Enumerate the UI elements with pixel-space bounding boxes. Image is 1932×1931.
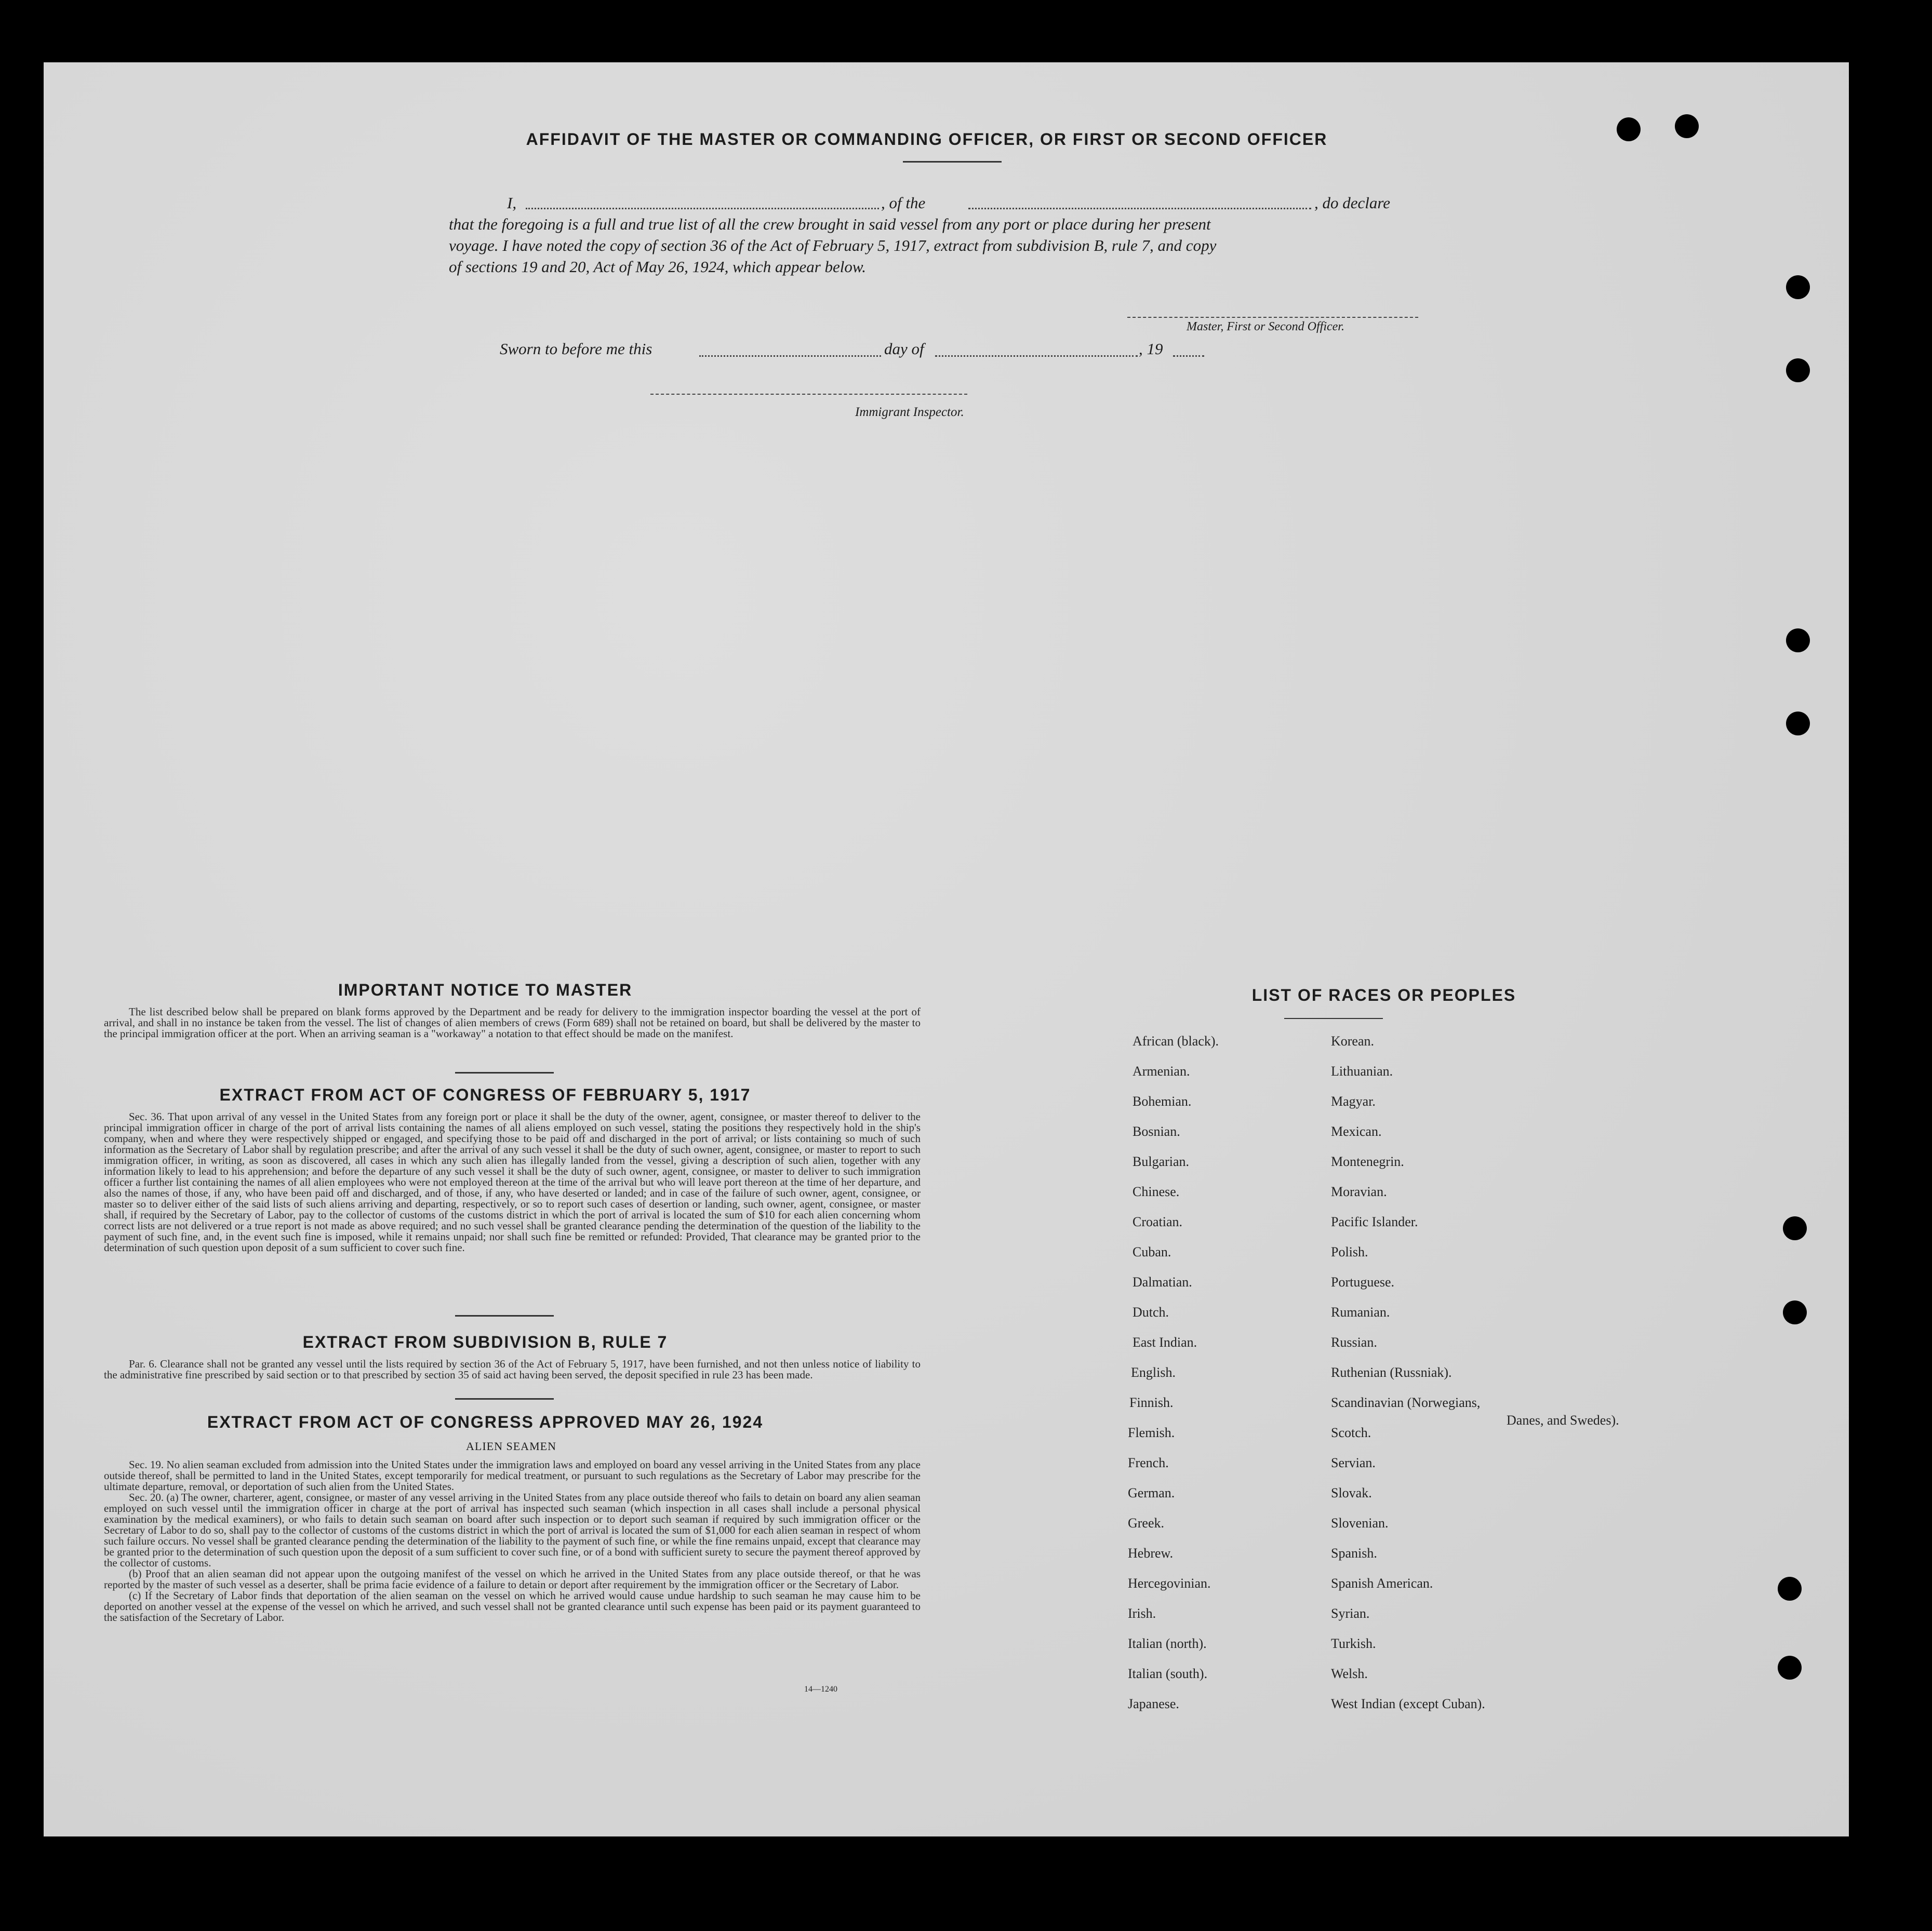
extract-1924-title: EXTRACT FROM ACT OF CONGRESS APPROVED MAY 26, 1924 (207, 1413, 764, 1431)
punch-hole (1783, 1300, 1807, 1324)
paragraph-6: Par. 6. Clearance shall not be granted any vessel until the lists required by section 36 of the Act of February 5, 1917, have been furnished, and not then unless notice of liability to the administrative fine prescribed by said section or to that prescribed by section 35 of said act having been served, the deposit specified in rule 23 has been made. (104, 1358, 921, 1381)
race-item: Turkish. (1331, 1636, 1376, 1651)
affidavit-text (449, 192, 1446, 277)
year-prefix-label: , 19 (1139, 340, 1163, 358)
race-item: Ruthenian (Russniak). (1331, 1365, 1452, 1380)
race-item: Moravian. (1331, 1184, 1387, 1199)
punch-hole (1675, 114, 1699, 138)
race-item: Spanish. (1331, 1546, 1377, 1561)
affidavit-of-the-label: , of the (881, 194, 926, 212)
race-item: Slovenian. (1331, 1516, 1389, 1531)
punch-hole (1617, 117, 1641, 141)
race-item: Polish. (1331, 1244, 1368, 1259)
race-item: German. (1128, 1485, 1175, 1500)
race-item: Bulgarian. (1132, 1154, 1190, 1169)
sworn-label: Sworn to before me this (500, 340, 652, 358)
race-item: Lithuanian. (1331, 1064, 1393, 1079)
punch-hole (1786, 628, 1810, 652)
sworn-line (500, 340, 1279, 360)
notice-paragraph: The list described below shall be prepared on blank forms approved by the Department and be ready for delivery to the immigration inspector boarding the vessel at the port of arrival, and shall in no instance be taken from the vessel. The list of changes of alien members of crews (Form 689) shall not be retained on board, but shall be delivered by the master to the principal immigration officer at the port. When an arriving seaman is a "workaway" a notation to that effect should be made on the manifest. (104, 1005, 921, 1040)
alien-seamen-subtitle: ALIEN SEAMEN (466, 1440, 556, 1453)
master-signature-label: Master, First or Second Officer. (1187, 320, 1344, 333)
race-item: West Indian (except Cuban). (1331, 1696, 1485, 1711)
affidavit-line-2: that the foregoing is a full and true list of all the crew brought in said vessel from any port or place during her present (449, 215, 1211, 233)
section-19-paragraph: Sec. 19. No alien seaman excluded from admission into the United States under the immigration laws and employed on board any vessel arriving in the United States from any place outside thereof, shall be permitted to land in the United States, except temporarily for medical treatment, or pursuant to such regulations as the Secretary of Labor may prescribe for the ultimate departure, removal, or deportation of such alien from the United States. (104, 1458, 921, 1493)
section-36-paragraph: Sec. 36. That upon arrival of any vessel in the United States from any foreign port or place it shall be the duty of the owner, agent, consignee, or master thereof to deliver to the principal immigration officer in charge of the port of arrival lists containing the names of all aliens employed on such vessel, stating the positions they respectively hold in the ship's company, when and where they were respectively shipped or engaged, and specifying those to be paid off and discharged in the port of arrival; or lists containing so much of such information as the Secretary of Labor shall by regulation prescribe; and after the arrival of any such vessel it shall be the duty of such owner, agent, consignee, or master to report to such immigration officer, in writing, as soon as discovered, all cases in which any such alien has illegally landed from the vessel, giving a description of such alien, together with any information likely to lead to his apprehension; and before the departure of any such vessel it shall be the duty of such owner, agent, consignee, or master to deliver to such immigration officer a further list containing the names of all alien employees who were not employed thereon at the time of the arrival but who will leave port thereon at the time of her departure, and also the names of those, if any, who have been paid off and discharged, and of those, if any, who have deserted or landed; and in case of the failure of such owner, agent, consignee, or master so to deliver either of the said lists of such aliens arriving and departing, respectively, or so to report such cases of desertion or landing, such owner, agent, consignee, or master shall, if required by the Secretary of Labor, pay to the collector of customs of the customs district in which the port of arrival is located the sum of $10 for each alien concerning whom correct lists are not delivered or a true report is not made as above required; and no such vessel shall be granted clearance pending the determination of the question of the liability to the payment of such fine, and, in the event such fine is imposed, while it remains unpaid; nor shall such fine be remitted or refunded: Provided, That clearance may be granted prior to the determination of such question upon deposit of a sum sufficient to cover such fine. (104, 1110, 921, 1254)
race-item: Servian. (1331, 1455, 1376, 1470)
subdivision-b-body (104, 1359, 921, 1380)
notice-title: IMPORTANT NOTICE TO MASTER (338, 981, 633, 999)
section-20a-paragraph: Sec. 20. (a) The owner, charterer, agent, consignee, or master of any vessel arriving in the United States from any place outside thereof who fails to detain on board any alien seaman employed on such vessel until the immigration officer in charge at the port of arrival has inspected such seaman (which inspection in all cases shall include a personal physical examination by the medical examiners), or who fails to detain such seaman on board after such inspection or to deport such seaman if required by such immigration officer or the Secretary of Labor to do so, shall pay to the collector of customs of the customs district in which the port of arrival is located the sum of $1,000 for each alien seaman in respect of whom such failure occurs. No vessel shall be granted clearance pending the determination of the liability to the payment of such fine, or while the fine remains unpaid, except that clearance may be granted prior to the determination of such question upon the deposit of a sum sufficient to cover such fine, or of a bond with sufficient surety to secure the payment thereof approved by the collector of customs. (104, 1491, 921, 1569)
race-item: Dalmatian. (1132, 1275, 1192, 1290)
race-item: Portuguese. (1331, 1275, 1395, 1290)
affidavit-title: AFFIDAVIT OF THE MASTER OR COMMANDING OFFICER, OR FIRST OR SECOND OFFICER (526, 130, 1328, 149)
punch-hole (1778, 1577, 1802, 1601)
inspector-signature-line[interactable] (650, 394, 967, 395)
name-blank[interactable] (526, 208, 879, 209)
title-rule (903, 161, 1002, 163)
section-20b-paragraph: (b) Proof that an alien seaman did not appear upon the outgoing manifest of the vessel on which he arrived in the United States from any place outside thereof, or that he was reported by the master of such vessel as a deserter, shall be prima facie evidence of a failure to detain or deport after requirement by the immigration officer or the Secretary of Labor. (104, 1567, 921, 1591)
punch-hole (1786, 712, 1810, 735)
extract-1924-body (104, 1459, 921, 1623)
notice-body (104, 1007, 921, 1039)
race-item: Syrian. (1331, 1606, 1370, 1621)
race-item: Mexican. (1331, 1124, 1382, 1139)
race-item: Magyar. (1331, 1094, 1376, 1109)
race-item: Finnish. (1129, 1395, 1174, 1410)
race-item: Greek. (1128, 1516, 1165, 1531)
vessel-blank[interactable] (968, 208, 1311, 209)
race-item: Hebrew. (1128, 1546, 1174, 1561)
race-item: Korean. (1331, 1034, 1375, 1049)
day-of-label: day of (884, 340, 924, 358)
punch-hole (1786, 358, 1810, 382)
race-item: Bohemian. (1132, 1094, 1192, 1109)
extract-1917-title: EXTRACT FROM ACT OF CONGRESS OF FEBRUARY 5, 1917 (219, 1085, 751, 1104)
sworn-year-blank[interactable] (1173, 355, 1204, 357)
race-item: Spanish American. (1331, 1576, 1433, 1591)
affidavit-declare-label: , do declare (1314, 194, 1391, 212)
extract-1917-body (104, 1111, 921, 1253)
section-rule (455, 1398, 554, 1400)
races-title-rule (1284, 1018, 1383, 1019)
race-item: Croatian. (1132, 1214, 1183, 1229)
affidavit-line-3: voyage. I have noted the copy of section 36 of the Act of February 5, 1917, extract from subdivision B, rule 7, and copy (449, 236, 1217, 254)
race-item: Italian (south). (1128, 1666, 1208, 1681)
race-item: African (black). (1132, 1034, 1219, 1049)
race-item: Irish. (1128, 1606, 1156, 1621)
race-item: East Indian. (1132, 1335, 1197, 1350)
master-signature-line[interactable] (1127, 317, 1418, 318)
race-item: Pacific Islander. (1331, 1214, 1418, 1229)
race-item: Armenian. (1132, 1064, 1190, 1079)
race-item: Chinese. (1132, 1184, 1180, 1199)
race-item: Scotch. (1331, 1425, 1371, 1440)
race-item: Welsh. (1331, 1666, 1368, 1681)
punch-hole (1786, 275, 1810, 299)
section-20c-paragraph: (c) If the Secretary of Labor finds that deportation of the alien seaman on the vessel on which he arrived would cause undue hardship to such seaman he may cause him to be deported on another vessel at the expense of the vessel on which he arrived, and such vessel shall not be granted clearance until such expense has been paid or its payment guaranteed to the satisfaction of the Secretary of Labor. (104, 1589, 921, 1624)
race-item: Scandinavian (Norwegians, (1331, 1395, 1481, 1410)
sworn-day-blank[interactable] (699, 355, 881, 357)
sworn-month-blank[interactable] (935, 355, 1138, 357)
inspector-label: Immigrant Inspector. (855, 405, 964, 419)
subdivision-b-title: EXTRACT FROM SUBDIVISION B, RULE 7 (302, 1333, 668, 1351)
race-item: Japanese. (1128, 1696, 1179, 1711)
race-item: Flemish. (1128, 1425, 1175, 1440)
form-number: 14—1240 (804, 1685, 837, 1694)
race-item: Montenegrin. (1331, 1154, 1404, 1169)
affidavit-i-label: I, (507, 194, 517, 212)
section-rule (455, 1072, 554, 1074)
punch-hole (1783, 1216, 1807, 1240)
race-item: Cuban. (1132, 1244, 1171, 1259)
race-item: Dutch. (1132, 1305, 1169, 1320)
race-item-continuation: Danes, and Swedes). (1507, 1413, 1619, 1428)
race-item: Italian (north). (1128, 1636, 1207, 1651)
section-rule (455, 1315, 554, 1317)
document-page (44, 62, 1849, 1836)
race-item: English. (1131, 1365, 1176, 1380)
punch-hole (1778, 1656, 1802, 1680)
race-item: Slovak. (1331, 1485, 1372, 1500)
race-item: Russian. (1331, 1335, 1377, 1350)
race-item: French. (1128, 1455, 1169, 1470)
race-item: Rumanian. (1331, 1305, 1390, 1320)
races-title: LIST OF RACES OR PEOPLES (1251, 986, 1516, 1004)
affidavit-line-4: of sections 19 and 20, Act of May 26, 1924, which appear below. (449, 258, 867, 276)
race-item: Bosnian. (1132, 1124, 1180, 1139)
race-item: Hercegovinian. (1128, 1576, 1211, 1591)
